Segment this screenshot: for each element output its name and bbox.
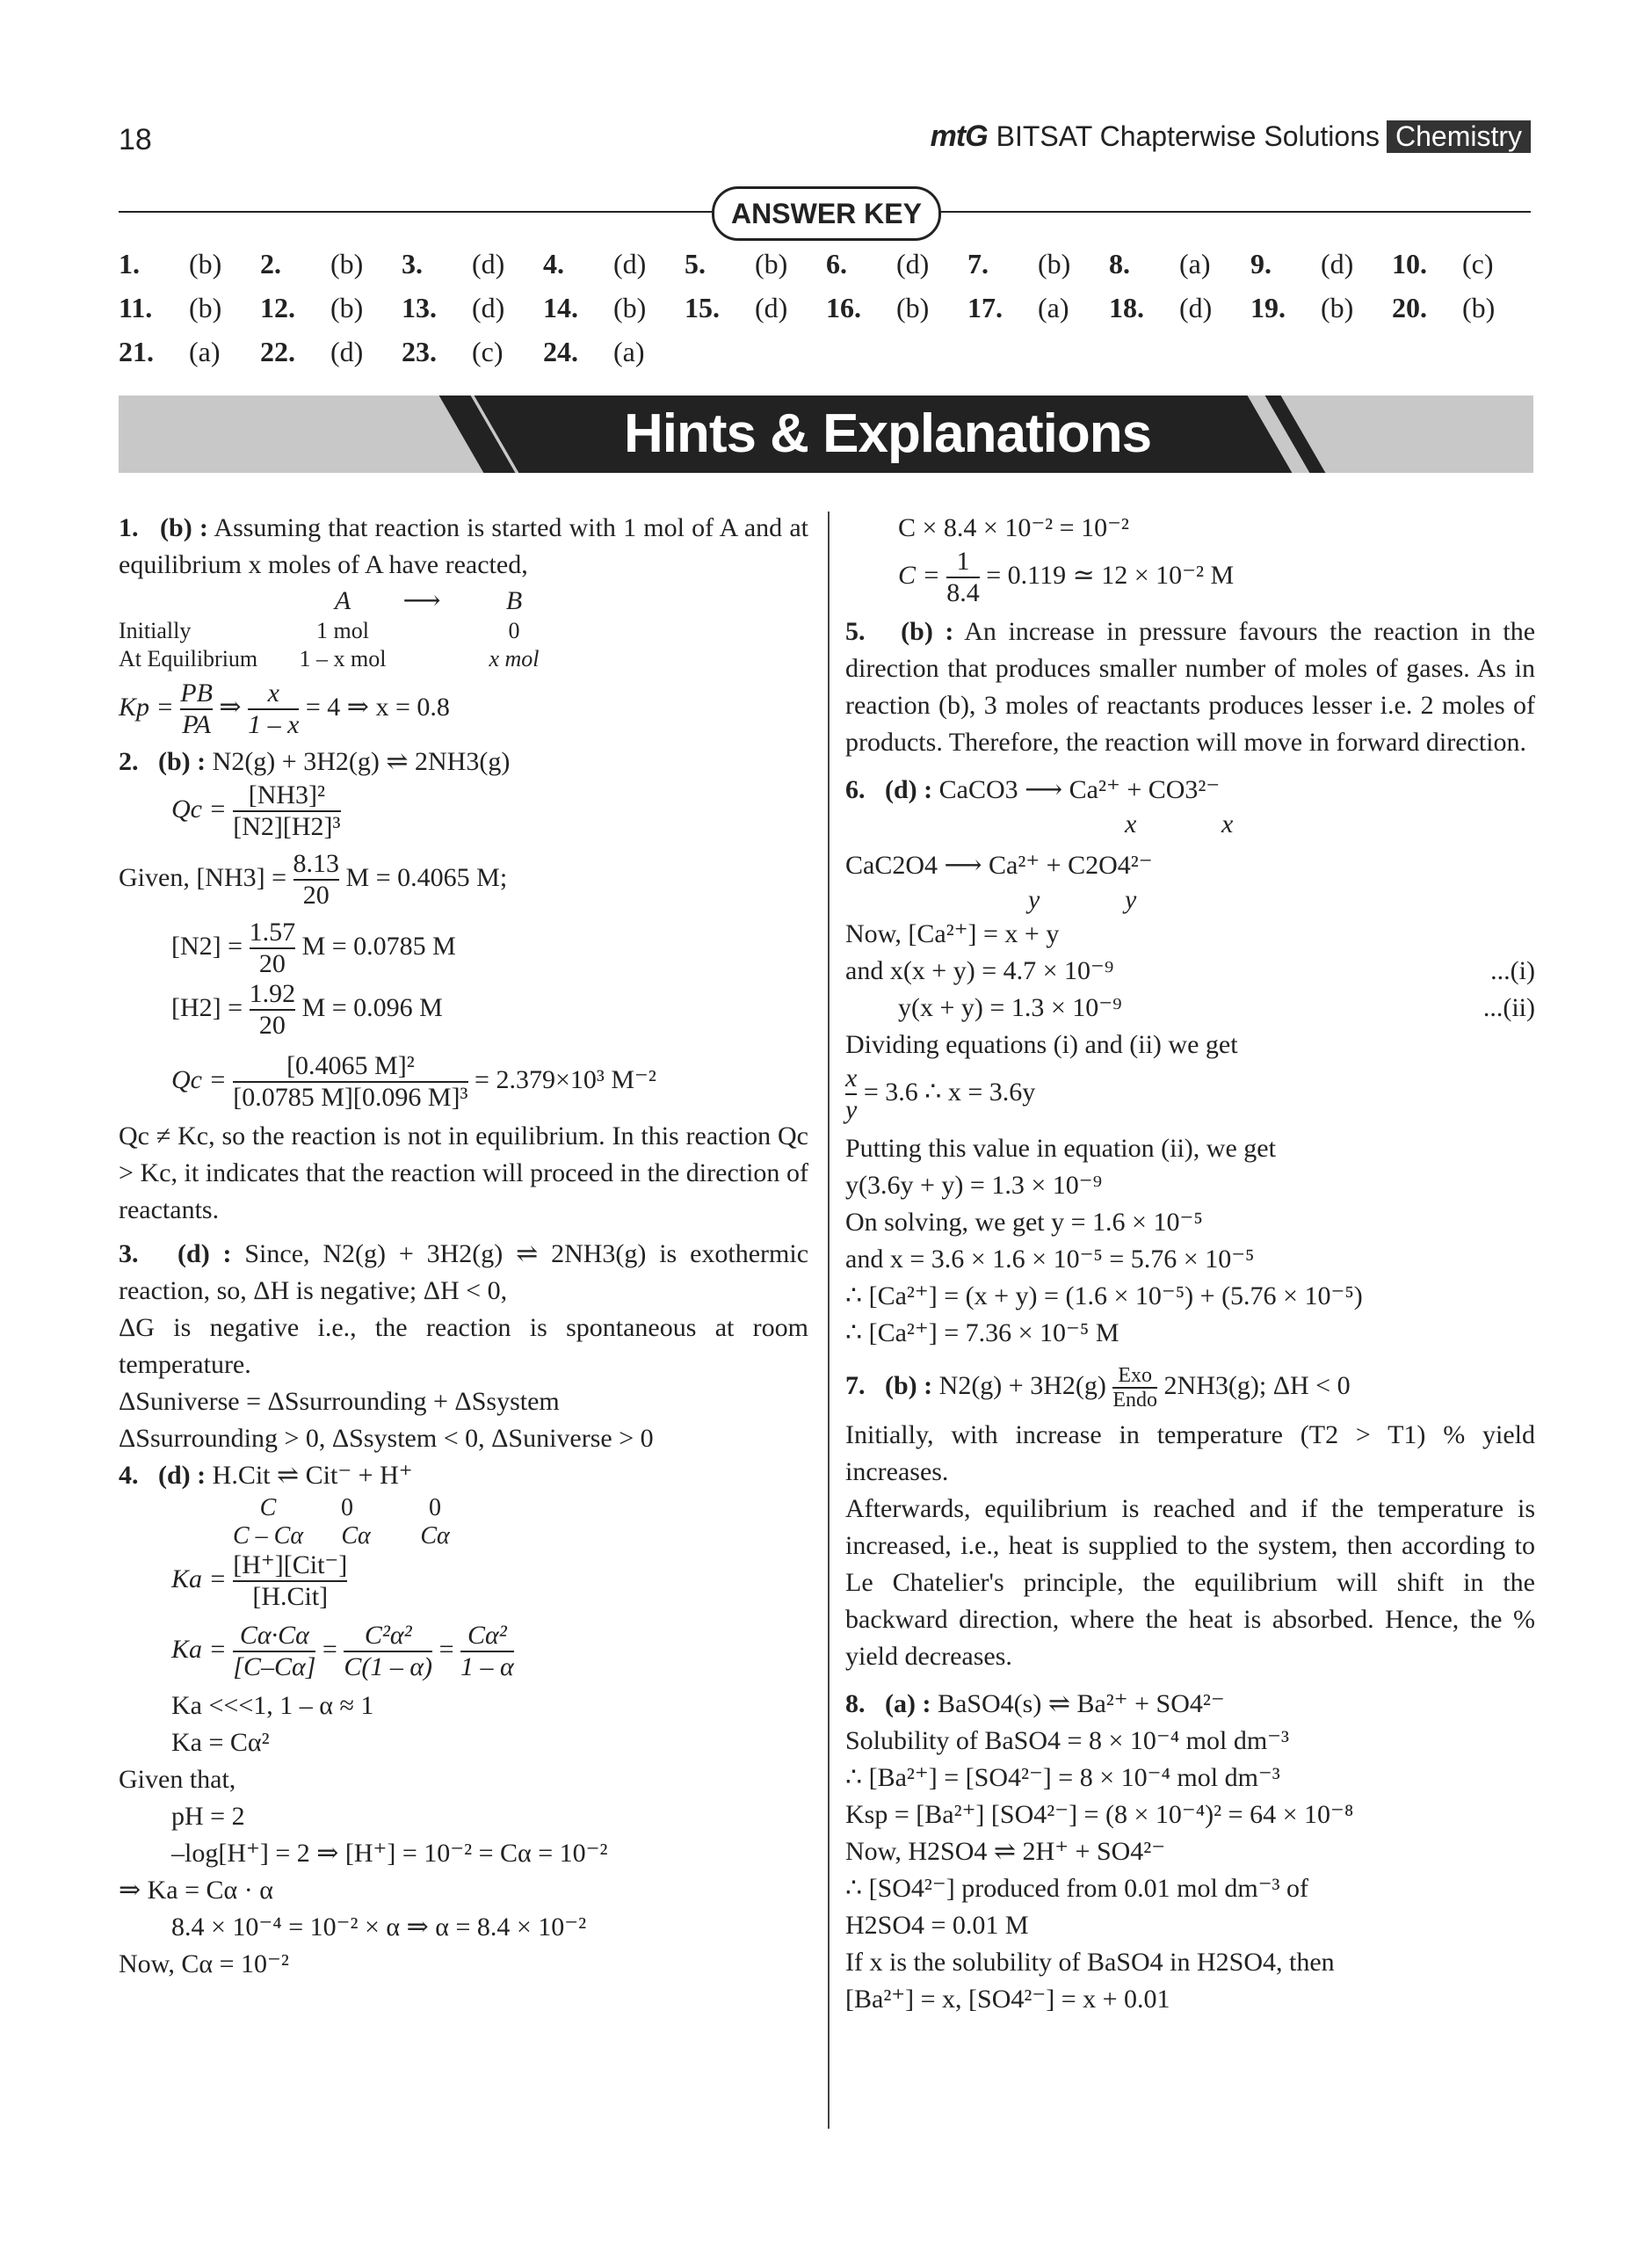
answer-key-entry — [260, 248, 402, 292]
hint-4-ka-derivation: Ka = $\frac{C\alpha\cdot C\alpha}{[C-C\alpha]}$ = $\frac{\text{C²α²}}{C(1 - \alpha)}$ = $\frac{\text{Cα²}}{1 - \alpha}$ — [171, 1621, 514, 1681]
hint-6-l4: Dividing equations (i) and (ii) we get — [845, 1030, 1238, 1059]
answer-key-entry — [402, 336, 543, 380]
hint-8-l2: ∴ [Ba²⁺] = [SO4²⁻] = 8 × 10⁻⁴ mol dm⁻³ — [845, 1763, 1280, 1792]
hint-2-qc-value: Qc = $\frac{\text{[0.4065 M]²}}{\text{[0.0785 M][0.096 M]³}}$ = 2.379×10³ M⁻² — [171, 1051, 656, 1112]
answer-key-question: 11. — [119, 292, 153, 323]
hint-4-c-eq: C × 8.4 × 10⁻² = 10⁻² — [898, 513, 1129, 542]
answer-key-entry — [119, 248, 260, 292]
answer-key-entry — [1392, 292, 1533, 336]
answer-key-question: 1. — [119, 248, 140, 279]
answer-key-entry — [967, 248, 1109, 292]
hint-3-eq2: ΔSsurrounding > 0, ΔSsystem < 0, ΔSuniverse > 0 — [119, 1424, 654, 1453]
hint-7-text1: Initially, with increase in temperature (T2 > T1) % yield increases. — [845, 1420, 1535, 1486]
hint-6-r2-below: y y — [1028, 885, 1137, 914]
hint-8: 8. (a) : BaSO4(s) ⇌ Ba²⁺ + SO4²⁻ — [845, 1689, 1225, 1718]
hint-4-log: –log[H⁺] = 2 ⇒ [H⁺] = 10⁻² = Cα = 10⁻² — [171, 1839, 608, 1868]
hint-2-qc-expression: Qc = $\frac{\text{[NH3]²}}{\text{[N2][H2]³}}$ — [171, 780, 341, 841]
answer-key-answer: (b) — [1038, 248, 1071, 279]
answer-key-question: 19. — [1250, 292, 1286, 323]
hint-6-l10: ∴ [Ca²⁺] = (x + y) = (1.6 × 10⁻⁵) + (5.76 × 10⁻⁵) — [845, 1281, 1363, 1310]
answer-key-question: 23. — [402, 336, 437, 367]
hint-7-text2: Afterwards, equilibrium is reached and if the temperature is increased, i.e., heat is supplied to the system, then according to Le Chatelier's principle, the equilibrium will shift in the backward direction, where the heat is absorbed. Hence, the % yield decreases. — [845, 1494, 1535, 1671]
subject-label: Chemistry — [1387, 120, 1531, 153]
answer-key-question: 10. — [1392, 248, 1427, 279]
answer-key-entry — [967, 292, 1109, 336]
answer-key-entry — [826, 292, 967, 336]
answer-key-question: 15. — [685, 292, 720, 323]
hint-4-c-value: C = $\frac{1}{8.4}$ = 0.119 ≃ 12 × 10⁻² M — [898, 547, 1235, 607]
hint-6-l5: $\frac{x}{y}$ = 3.6 ∴ x = 3.6y — [845, 1063, 1036, 1124]
banner-title: Hints & Explanations — [623, 403, 1152, 464]
answer-key-answer: (d) — [1179, 292, 1213, 323]
hint-4: 4. (d) : H.Cit ⇌ Cit⁻ + H⁺ — [119, 1461, 413, 1490]
answer-key-question: 6. — [826, 248, 847, 279]
hint-7-equilibrium-arrow: $\frac{\text{Exo}}{\text{Endo}}$ — [1112, 1364, 1158, 1412]
answer-key-answer: (b) — [330, 248, 364, 279]
hint-1 — [119, 510, 808, 584]
answer-key-answer: (c) — [1462, 248, 1494, 279]
hint-6: 6. (d) : CaCO3 ⟶ Ca²⁺ + CO3²⁻ — [845, 775, 1221, 804]
left-column — [119, 510, 808, 1983]
hint-2-conclusion: Qc ≠ Kc, so the reaction is not in equilibrium. In this reaction Qc > Kc, it indicates that the reaction will proceed in the direction of reactants. — [119, 1121, 808, 1224]
answer-key-answer: (d) — [613, 248, 647, 279]
hint-1-text: Assuming that reaction is started with 1 mol of A and at equilibrium x moles of A have reacted, — [119, 513, 808, 579]
hint-2-reaction: N2(g) + 3H2(g) ⇌ 2NH3(g) — [212, 747, 511, 776]
hint-1-kp-equation: Kp = $\frac{PB}{PA}$ ⇒ $\frac{x}{1 - x}$ = 4 ⇒ x = 0.8 — [119, 679, 450, 739]
answer-key-answer: (d) — [755, 292, 788, 323]
answer-key-question: 17. — [967, 292, 1003, 323]
hint-6-l6: Putting this value in equation (ii), we get — [845, 1134, 1276, 1163]
answer-key-answer: (b) — [1462, 292, 1496, 323]
hint-6-l9: and x = 3.6 × 1.6 × 10⁻⁵ = 5.76 × 10⁻⁵ — [845, 1245, 1255, 1274]
answer-key-question: 24. — [543, 336, 578, 367]
answer-key-question: 16. — [826, 292, 861, 323]
answer-key-question: 4. — [543, 248, 564, 279]
answer-key-entry — [1109, 292, 1250, 336]
answer-key-entry — [543, 248, 685, 292]
hint-8-l5: ∴ [SO4²⁻] produced from 0.01 mol dm⁻³ of — [845, 1874, 1309, 1903]
answer-key-question: 14. — [543, 292, 578, 323]
hint-4-ph: pH = 2 — [171, 1802, 245, 1831]
hint-8-l7: If x is the solubility of BaSO4 in H2SO4, then — [845, 1948, 1335, 1977]
running-header — [931, 120, 1531, 154]
answer-key-entry — [402, 292, 543, 336]
answer-key-answer: (a) — [613, 336, 645, 367]
hint-6-l11: ∴ [Ca²⁺] = 7.36 × 10⁻⁵ M — [845, 1318, 1119, 1347]
hint-6-r2: CaC2O4 ⟶ Ca²⁺ + C2O4²⁻ — [845, 851, 1153, 880]
answer-key-entry — [685, 292, 826, 336]
hint-1-answer: (b) : — [160, 513, 208, 542]
answer-key-answer: (d) — [472, 292, 505, 323]
answer-key-question: 20. — [1392, 292, 1427, 323]
hint-5: 5. (b) : An increase in pressure favours the reaction in the direction that produces smaller number of moles of gases. As in reaction (b), 3 moles of reactants produces lesser i.e. 2 moles of products. Therefore, the reaction will move in forward direction. — [845, 617, 1536, 757]
answer-key-answer: (a) — [189, 336, 221, 367]
answer-key-question: 21. — [119, 336, 154, 367]
hint-4-now: Now, Cα = 10⁻² — [119, 1949, 289, 1978]
hints-banner — [119, 396, 1533, 473]
hint-4-ka-simplified: Ka = Cα² — [171, 1728, 270, 1757]
brand-logo: mtG — [930, 120, 988, 153]
answer-key-entry — [402, 248, 543, 292]
answer-key-answer: (d) — [1321, 248, 1354, 279]
answer-key-entry — [826, 248, 967, 292]
answer-key-answer: (d) — [896, 248, 930, 279]
hint-8-l3: Ksp = [Ba²⁺] [SO4²⁻] = (8 × 10⁻⁴)² = 64 × 10⁻⁸ — [845, 1800, 1354, 1829]
hint-6-l8: On solving, we get y = 1.6 × 10⁻⁵ — [845, 1208, 1203, 1237]
hint-4-given: Given that, — [119, 1765, 236, 1794]
answer-key-answer: (b) — [613, 292, 647, 323]
answer-key-entry — [543, 336, 685, 380]
hint-8-l8: [Ba²⁺] = x, [SO4²⁻] = x + 0.01 — [845, 1985, 1170, 2014]
hint-6-l1: Now, [Ca²⁺] = x + y — [845, 919, 1060, 948]
answer-key-question: 7. — [967, 248, 989, 279]
answer-key-answer: (b) — [189, 248, 222, 279]
answer-key-question: 22. — [260, 336, 295, 367]
hint-6-l3: y(x + y) = 1.3 × 10⁻⁹ ...(ii) — [898, 993, 1535, 1022]
hint-7: 7. (b) : N2(g) + 3H2(g) $\frac{\text{Exo}}{\text{Endo}}$ 2NH3(g); ΔH < 0 — [845, 1364, 1351, 1412]
answer-key-question: 9. — [1250, 248, 1272, 279]
hint-2: 2. (b) : N2(g) + 3H2(g) ⇌ 2NH3(g) — [119, 747, 511, 776]
answer-key-question: 18. — [1109, 292, 1144, 323]
answer-key-row — [119, 336, 1533, 380]
answer-key-answer: (b) — [330, 292, 364, 323]
hint-4-ka-alpha: ⇒ Ka = Cα · α — [119, 1876, 273, 1905]
hint-4-ka-expression: Ka = $\frac{\text{[H⁺][Cit⁻]}}{\text{[H.Cit]}}$ — [171, 1550, 348, 1611]
answer-key-entry — [1109, 248, 1250, 292]
book-title: BITSAT Chapterwise Solutions — [996, 120, 1380, 152]
answer-key-entry — [685, 248, 826, 292]
answer-key-answer: (b) — [755, 248, 788, 279]
answer-key-entry — [1250, 248, 1392, 292]
hint-1-table: A ⟶ B Initially 1 mol 0 At Equilibrium 1 – x mol x mol — [119, 586, 540, 671]
answer-key-answer: (a) — [1038, 292, 1069, 323]
answer-key-row — [119, 292, 1533, 336]
hint-1-number: 1. — [119, 513, 139, 542]
answer-key-entry — [119, 292, 260, 336]
answer-key-answer: (d) — [330, 336, 364, 367]
answer-key-entry — [1250, 292, 1392, 336]
hint-8-l6: H2SO4 = 0.01 M — [845, 1911, 1029, 1940]
answer-key-entry — [119, 336, 260, 380]
column-divider — [828, 512, 830, 2129]
answer-key-question: 5. — [685, 248, 706, 279]
answer-key-answer: (a) — [1179, 248, 1211, 279]
answer-key-table — [119, 248, 1533, 380]
answer-key-question: 3. — [402, 248, 423, 279]
page-number: 18 — [119, 123, 152, 156]
hint-6-l7: y(3.6y + y) = 1.3 × 10⁻⁹ — [845, 1171, 1103, 1200]
hint-3-eq1: ΔSuniverse = ΔSsurrounding + ΔSsystem — [119, 1387, 560, 1416]
hint-3-text2: ΔG is negative i.e., the reaction is spontaneous at room temperature. — [119, 1313, 808, 1379]
hint-2-nh3: Given, [NH3] = $\frac{8.13}{20}$ M = 0.4065 M; — [119, 849, 508, 910]
answer-key-entry — [543, 292, 685, 336]
answer-key-answer: (b) — [896, 292, 930, 323]
answer-key-question: 2. — [260, 248, 281, 279]
answer-key-question: 8. — [1109, 248, 1130, 279]
answer-key-answer: (b) — [189, 292, 222, 323]
hint-2-n2: [N2] = $\frac{1.57}{20}$ M = 0.0785 M — [171, 918, 456, 978]
hint-2-h2: [H2] = $\frac{1.92}{20}$ M = 0.096 M — [171, 979, 443, 1040]
answer-key-answer: (b) — [1321, 292, 1354, 323]
hint-6-l2: and x(x + y) = 4.7 × 10⁻⁹ ...(i) — [845, 956, 1535, 985]
right-column — [845, 510, 1535, 2018]
answer-key-title: ANSWER KEY — [712, 186, 941, 241]
answer-key-answer: (d) — [472, 248, 505, 279]
answer-key-entry — [1392, 248, 1533, 292]
answer-key-row — [119, 248, 1533, 292]
hint-3: 3. (d) : Since, N2(g) + 3H2(g) ⇌ 2NH3(g) is exothermic reaction, so, ΔH is negative; ΔH < 0, — [119, 1239, 809, 1305]
hint-4-table: C 0 0 C – Cα Cα Cα — [232, 1494, 450, 1550]
answer-key-entry — [260, 292, 402, 336]
hint-4-approx: Ka <<<1, 1 – α ≈ 1 — [171, 1691, 374, 1720]
hint-4-calc: 8.4 × 10⁻⁴ = 10⁻² × α ⇒ α = 8.4 × 10⁻² — [171, 1912, 587, 1942]
answer-key-question: 13. — [402, 292, 437, 323]
answer-key-answer: (c) — [472, 336, 504, 367]
hint-8-l4: Now, H2SO4 ⇌ 2H⁺ + SO4²⁻ — [845, 1837, 1166, 1866]
hint-8-l1: Solubility of BaSO4 = 8 × 10⁻⁴ mol dm⁻³ — [845, 1726, 1289, 1755]
hint-6-r1-below: x x — [1125, 809, 1234, 838]
answer-key-entry — [260, 336, 402, 380]
answer-key-question: 12. — [260, 292, 295, 323]
